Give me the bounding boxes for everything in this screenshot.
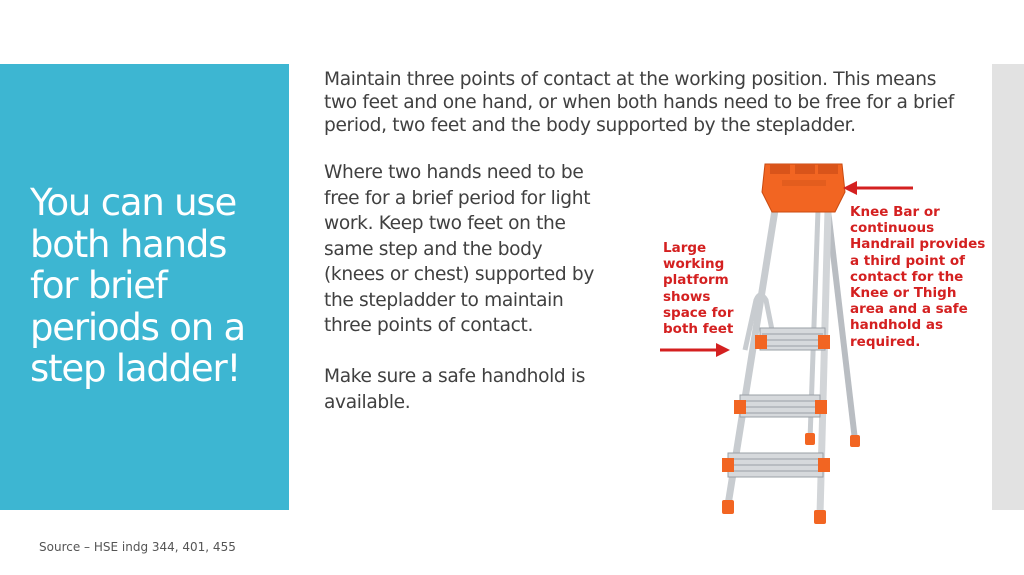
platform-label: Large working platform shows space for both feet <box>663 240 734 338</box>
intro-paragraph: Maintain three points of contact at the working position. This means two feet and one hand, or when both hands need to be free for a brief period, two feet and the body supported by the stepladder. <box>324 69 954 137</box>
source-citation: Source – HSE indg 344, 401, 455 <box>39 540 236 554</box>
step-middle <box>734 395 827 417</box>
paragraph-safe-handhold: Make sure a safe handhold is available. <box>324 366 586 413</box>
paragraph-two-hands: Where two hands need to be free for a brief period for light work. Keep two feet on the same step and the body (knees or chest) supported by the stepladder to maintain three points of contact. <box>324 162 595 336</box>
slide-title: You can use both hands for brief periods on a step ladder! <box>30 181 246 390</box>
knee-bar-label: Knee Bar or continuous Handrail provides a third point of contact for the Knee or Thigh area and a safe handhold as required. <box>850 204 986 350</box>
foot-rear-right <box>850 435 860 447</box>
arrow-to-knee-bar <box>843 178 915 198</box>
foot-rear-left <box>805 433 815 445</box>
foot-front-left <box>722 500 734 514</box>
arrow-to-platform <box>658 340 730 360</box>
step-top <box>755 328 830 350</box>
right-accent-strip <box>992 64 1024 510</box>
step-bottom <box>722 453 830 477</box>
foot-front-right <box>814 510 826 524</box>
top-tray <box>762 164 845 212</box>
body-text <box>324 160 599 415</box>
